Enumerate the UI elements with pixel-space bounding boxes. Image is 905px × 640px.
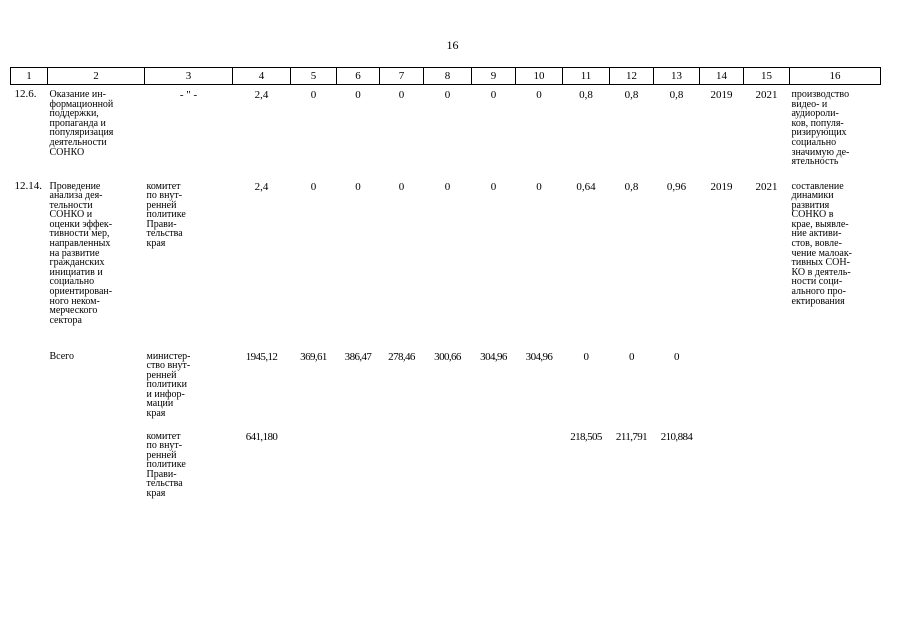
value-cell: 0 bbox=[444, 89, 451, 101]
column-header: 12 bbox=[610, 68, 654, 85]
value-cell: 0,8 bbox=[624, 89, 639, 101]
table-row bbox=[11, 427, 881, 507]
column-header: 10 bbox=[516, 68, 563, 85]
value-cell: 0 bbox=[536, 180, 542, 193]
column-header: 5 bbox=[291, 68, 337, 85]
data-table bbox=[10, 67, 881, 507]
value-cell: 1945,12 bbox=[245, 350, 278, 363]
page-number: 16 bbox=[446, 38, 459, 52]
value-cell: 2,4 bbox=[254, 180, 269, 193]
value-cell: 0 bbox=[490, 180, 497, 193]
column-header: 9 bbox=[472, 68, 516, 85]
table-row bbox=[11, 347, 881, 427]
value-cell: 300,66 bbox=[434, 350, 461, 363]
column-header: 14 bbox=[700, 68, 744, 85]
value-cell: 0 bbox=[583, 350, 589, 363]
value-cell: 0,8 bbox=[579, 89, 593, 101]
activity-name: Оказание ин- формационной поддержки, пропаганда и популяризация деятельности СОНКО bbox=[49, 89, 114, 158]
row-index bbox=[11, 427, 48, 507]
activity-name: Проведение анализа дея- тельности СОНКО и оценки эффек- тивности мер, направленных на развитие гражданских инициатив и социально ориентирован- ного неком- мерческого сектора bbox=[49, 180, 113, 326]
year-start: 2019 bbox=[710, 180, 733, 193]
value-cell: 0 bbox=[490, 89, 497, 101]
year-end: 2021 bbox=[755, 89, 778, 101]
column-header: 13 bbox=[654, 68, 700, 85]
column-header: 4 bbox=[233, 68, 291, 85]
header-row bbox=[11, 68, 881, 85]
value-cell bbox=[337, 427, 380, 507]
value-cell: 0 bbox=[398, 180, 405, 193]
value-cell: 304,96 bbox=[480, 350, 507, 363]
value-cell: 0 bbox=[398, 89, 405, 101]
column-header: 3 bbox=[145, 68, 233, 85]
year-end bbox=[744, 427, 790, 507]
value-cell bbox=[291, 427, 337, 507]
executor: министер- ство внут- ренней политики и инфор- мации края bbox=[146, 350, 191, 420]
value-cell: 0 bbox=[355, 89, 361, 101]
year-start bbox=[700, 347, 744, 427]
year-end bbox=[744, 347, 790, 427]
value-cell: 0 bbox=[355, 180, 361, 193]
row-index: 12.14. bbox=[14, 179, 42, 192]
executor: комитет по внут- ренней политике Прави- тельства края bbox=[146, 180, 186, 250]
column-header: 2 bbox=[48, 68, 145, 85]
value-cell bbox=[516, 427, 563, 507]
expected-result: производство видео- и аудиороли- ков, популя- ризирующих социально значимую де- ятельность bbox=[791, 89, 850, 168]
year-end: 2021 bbox=[755, 180, 778, 193]
value-cell: 278,46 bbox=[388, 350, 415, 363]
activity-name bbox=[48, 427, 145, 507]
value-cell bbox=[424, 427, 472, 507]
expected-result: составление динамики развития СОНКО в крае, выявле- ние активи- стов, вовле- чение малоак- тивных СОН- КО в деятель- ности соци- ального про- ектирования bbox=[791, 180, 853, 307]
expected-result bbox=[790, 427, 881, 507]
value-cell: 0 bbox=[310, 89, 317, 101]
value-cell: 0,8 bbox=[669, 89, 684, 101]
column-header: 8 bbox=[424, 68, 472, 85]
table-row bbox=[11, 177, 881, 347]
column-header: 7 bbox=[380, 68, 424, 85]
column-header: 11 bbox=[563, 68, 610, 85]
executor: комитет по внут- ренней политике Прави- тельства края bbox=[146, 430, 186, 500]
executor: - " - bbox=[179, 89, 198, 101]
value-cell: 641,180 bbox=[245, 430, 278, 443]
activity-name: Всего bbox=[49, 350, 75, 362]
column-header: 6 bbox=[337, 68, 380, 85]
column-header: 15 bbox=[744, 68, 790, 85]
value-cell: 0 bbox=[444, 180, 451, 193]
value-cell: 0 bbox=[310, 180, 317, 193]
value-cell: 0,8 bbox=[624, 180, 639, 193]
value-cell: 304,96 bbox=[525, 350, 553, 363]
row-index bbox=[11, 347, 48, 427]
value-cell: 0 bbox=[629, 350, 634, 363]
value-cell bbox=[472, 427, 516, 507]
value-cell: 0 bbox=[674, 350, 679, 363]
value-cell: 0 bbox=[536, 89, 542, 101]
value-cell: 2,4 bbox=[254, 89, 269, 101]
value-cell: 0,96 bbox=[666, 180, 687, 193]
expected-result bbox=[790, 347, 881, 427]
value-cell: 0,64 bbox=[576, 180, 596, 193]
value-cell bbox=[380, 427, 424, 507]
year-start: 2019 bbox=[710, 89, 733, 101]
value-cell: 218,505 bbox=[570, 430, 602, 443]
column-header: 1 bbox=[11, 68, 48, 85]
table-row bbox=[11, 85, 881, 177]
value-cell: 210,884 bbox=[660, 430, 693, 443]
year-start bbox=[700, 427, 744, 507]
row-index: 12.6. bbox=[14, 88, 37, 100]
value-cell: 386,47 bbox=[344, 350, 372, 363]
value-cell: 369,61 bbox=[300, 350, 327, 363]
value-cell: 211,791 bbox=[615, 430, 648, 443]
column-header: 16 bbox=[790, 68, 881, 85]
